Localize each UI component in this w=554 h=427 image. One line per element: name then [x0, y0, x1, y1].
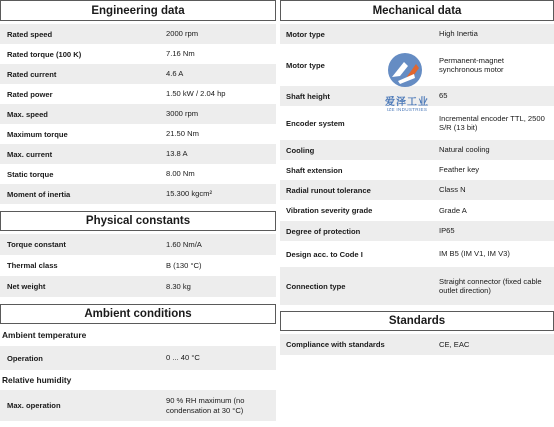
row-value: IM B5 (IM V1, IM V3) — [439, 249, 510, 259]
table-row — [280, 241, 554, 267]
row-value: 15.300 kgcm² — [166, 189, 213, 199]
row-label: Thermal class — [7, 261, 58, 270]
row-label: Shaft extension — [286, 165, 343, 175]
row-value: 65 — [439, 91, 448, 101]
table-row — [280, 24, 554, 44]
row-label: Design acc. to Code I — [286, 249, 363, 259]
row-label: Max. speed — [7, 109, 48, 119]
mechanical-data-header — [280, 0, 554, 21]
table-row — [280, 334, 554, 355]
ambient-conditions-title: Ambient conditions — [84, 308, 192, 320]
row-value: Straight connector (fixed cable outlet direction) — [439, 276, 542, 295]
logo-chinese-name: 爱泽工业 — [385, 97, 429, 108]
relative-humidity-heading: Relative humidity — [2, 375, 72, 385]
row-value: Natural cooling — [439, 145, 490, 155]
row-label: Moment of inertia — [7, 189, 71, 199]
row-label: Maximum torque — [7, 129, 68, 139]
row-label: Vibration severity grade — [286, 206, 373, 215]
table-row — [0, 255, 276, 276]
table-row — [280, 180, 554, 200]
row-label: Net weight — [7, 282, 46, 291]
row-label: Rated torque (100 K) — [7, 49, 82, 59]
row-value: 13.8 A — [166, 149, 188, 159]
row-label: Connection type — [286, 281, 346, 291]
row-value: High Inertia — [439, 29, 478, 39]
row-label: Radial runout tolerance — [286, 185, 371, 195]
table-row — [280, 267, 554, 305]
row-value: 8.30 kg — [166, 281, 191, 291]
engineering-data-table — [0, 24, 276, 204]
row-label: Torque constant — [7, 240, 66, 249]
row-value: Grade A — [439, 205, 467, 215]
row-value: 2000 rpm — [166, 29, 199, 39]
row-value: 90 % RH maximum (no condensation at 30 °C) — [166, 396, 245, 415]
standards-title: Standards — [388, 315, 446, 327]
row-label: Rated power — [7, 89, 53, 99]
row-value: 8.00 Nm — [166, 169, 195, 179]
row-value: 0 ... 40 °C — [166, 353, 200, 363]
row-label: Static torque — [7, 169, 54, 179]
table-row — [0, 84, 276, 104]
row-value: Incremental encoder TTL, 2500 S/R (13 bit) — [439, 113, 545, 132]
left-column — [0, 0, 276, 421]
engineering-data-header — [0, 0, 276, 21]
table-row — [0, 124, 276, 144]
engineering-data-title: Engineering data — [91, 4, 185, 17]
row-label: Operation — [7, 353, 43, 363]
mechanical-data-title: Mechanical data — [372, 4, 462, 17]
row-label: Max. current — [7, 149, 53, 159]
row-label: Cooling — [286, 145, 315, 155]
row-value: CE, EAC — [439, 339, 470, 349]
physical-constants-header — [0, 211, 276, 231]
table-row — [0, 184, 276, 204]
row-value: B (130 °C) — [166, 260, 202, 270]
row-label: Motor type — [286, 60, 325, 70]
row-value: Feather key — [439, 165, 480, 175]
table-row — [280, 200, 554, 221]
row-value: 1.60 Nm/A — [166, 239, 202, 249]
table-row — [0, 144, 276, 164]
standards-header — [280, 311, 554, 331]
row-value: 21.50 Nm — [166, 129, 199, 139]
table-row — [0, 44, 276, 64]
row-label: Rated speed — [7, 29, 53, 39]
table-row — [280, 221, 554, 241]
row-value: 1.50 kW / 2.04 hp — [166, 89, 226, 99]
row-label: Encoder system — [286, 118, 345, 128]
table-row — [0, 24, 276, 44]
row-value: IP65 — [439, 226, 455, 236]
row-value: Class N — [439, 185, 466, 195]
table-row — [0, 64, 276, 84]
row-label: Rated current — [7, 69, 57, 79]
table-row — [0, 390, 276, 421]
physical-constants-title: Physical constants — [85, 215, 191, 227]
logo-english-name: IZE INDUSTRIES — [386, 107, 428, 112]
row-value: 4.6 A — [166, 69, 184, 79]
table-row — [0, 346, 276, 370]
table-row — [0, 234, 276, 255]
ambient-conditions-header — [0, 304, 276, 324]
table-row — [0, 104, 276, 124]
table-row — [280, 160, 554, 180]
ambient-temperature-heading: Ambient temperature — [2, 330, 87, 340]
table-row — [0, 164, 276, 184]
row-label: Compliance with standards — [286, 340, 385, 349]
physical-constants-table — [0, 234, 276, 297]
row-label: Max. operation — [7, 401, 61, 410]
row-value: 7.16 Nm — [166, 49, 195, 59]
row-label: Degree of protection — [286, 226, 361, 236]
row-label: Motor type — [286, 29, 325, 39]
table-row — [280, 140, 554, 160]
row-value: 3000 rpm — [166, 109, 199, 119]
table-row — [0, 276, 276, 297]
row-label: Shaft height — [286, 91, 330, 101]
row-value: Permanent-magnet synchronous motor — [439, 55, 505, 74]
